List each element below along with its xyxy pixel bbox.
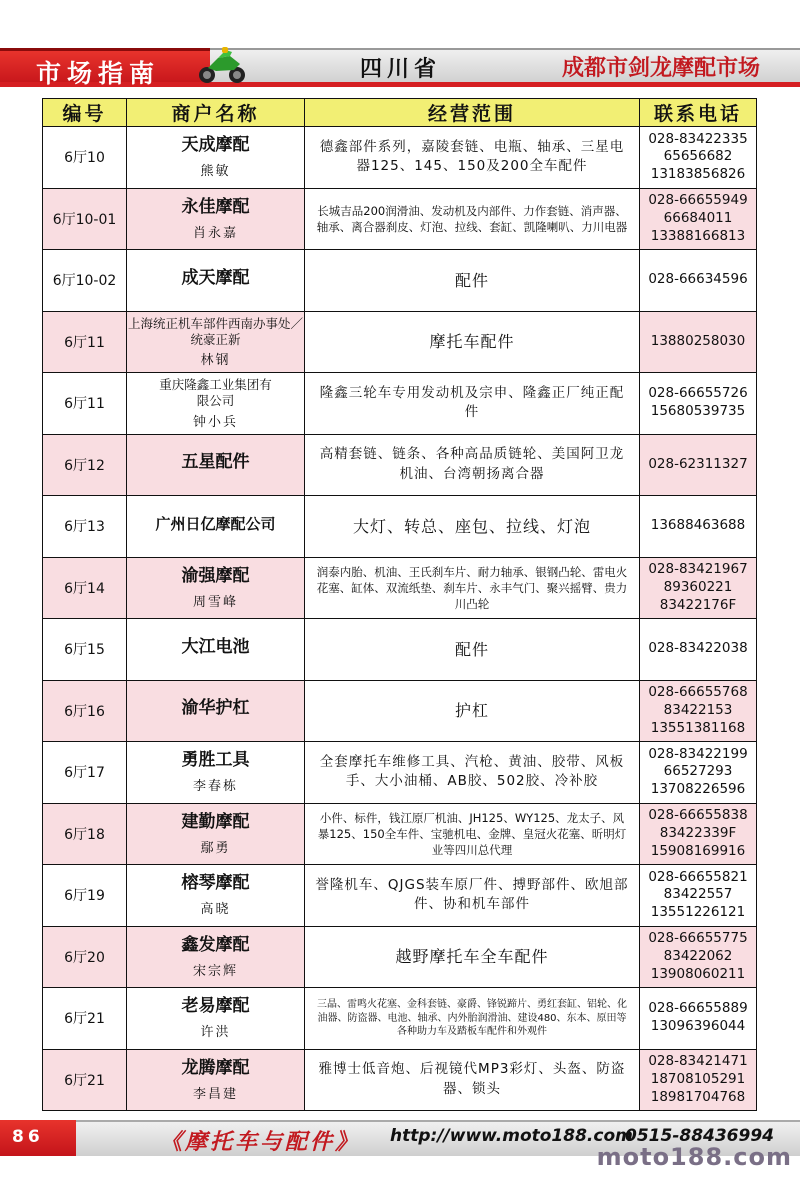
business-scope: 配件 bbox=[305, 250, 640, 312]
phone-number: 83422557 bbox=[663, 886, 733, 903]
watermark: moto188.com bbox=[596, 1143, 792, 1171]
merchant-cell bbox=[127, 127, 305, 189]
phone-number: 83422176F bbox=[659, 596, 737, 613]
phone-number: 028-66655726 bbox=[648, 385, 748, 402]
business-scope: 配件 bbox=[305, 619, 640, 681]
table-row bbox=[43, 557, 757, 619]
market-name: 成都市剑龙摩配市场 bbox=[561, 56, 760, 81]
row-number: 6厅13 bbox=[43, 496, 127, 558]
contact-person: 林钢 bbox=[200, 353, 231, 368]
merchant-cell bbox=[127, 988, 305, 1050]
merchant-name: 永佳摩配 bbox=[181, 196, 250, 217]
row-number: 6厅10 bbox=[43, 127, 127, 189]
contact-person: 李春栋 bbox=[192, 779, 238, 795]
row-number: 6厅17 bbox=[43, 742, 127, 804]
merchant-cell bbox=[127, 434, 305, 496]
row-number: 6厅21 bbox=[43, 1049, 127, 1111]
merchant-cell bbox=[127, 250, 305, 312]
phone-cell bbox=[640, 1049, 757, 1111]
row-number: 6厅18 bbox=[43, 803, 127, 865]
business-scope: 小件、标件，钱江原厂机油、JH125、WY125、龙太子、风暴125、150全车件、宝驰机电、金牌、皇冠火花塞、昕明灯业等四川总代理 bbox=[305, 803, 640, 865]
merchant-cell bbox=[127, 496, 305, 558]
contact-person: 熊敏 bbox=[200, 164, 231, 180]
contact-person: 高晓 bbox=[200, 902, 231, 918]
row-number: 6厅21 bbox=[43, 988, 127, 1050]
phone-cell bbox=[640, 742, 757, 804]
business-scope: 德鑫部件系列，嘉陵套链、电瓶、轴承、三星电器125、145、150及200全车配件 bbox=[305, 127, 640, 189]
merchant-name: 重庆隆鑫工业集团有限公司 bbox=[159, 377, 272, 409]
phone-number: 028-83422199 bbox=[648, 745, 748, 762]
province-label: 四川省 bbox=[360, 56, 442, 82]
merchant-cell bbox=[127, 557, 305, 619]
phone-cell bbox=[640, 188, 757, 250]
phone-number: 13551226121 bbox=[650, 904, 746, 921]
phone-number: 15908169916 bbox=[650, 842, 746, 859]
phone-number: 15680539735 bbox=[650, 403, 746, 420]
phone-number: 028-83422038 bbox=[648, 640, 748, 657]
business-scope: 全套摩托车维修工具、汽枪、黄油、胶带、风板手、大小油桶、AB胶、502胶、冷补胶 bbox=[305, 742, 640, 804]
phone-number: 13551381168 bbox=[650, 719, 746, 736]
business-scope: 润泰内胎、机油、王氏刹车片、耐力轴承、银钢凸轮、雷电火花塞、缸体、双流纸垫、刹车片、永丰气门、聚兴摇臂、贵力川凸轮 bbox=[305, 557, 640, 619]
merchant-cell bbox=[127, 1049, 305, 1111]
business-scope: 雅博士低音炮、后视镜代MP3彩灯、头盔、防盗器、锁头 bbox=[305, 1049, 640, 1111]
phone-number: 13183856826 bbox=[650, 166, 746, 183]
merchant-cell bbox=[127, 311, 305, 373]
col-header-scope: 经营范围 bbox=[305, 99, 640, 127]
phone-number: 028-66655889 bbox=[648, 1000, 748, 1017]
phone-number: 66684011 bbox=[663, 209, 733, 226]
merchant-name: 上海统正机车部件西南办事处／统豪正新 bbox=[127, 315, 303, 347]
motorcycle-icon bbox=[196, 44, 248, 86]
merchant-cell bbox=[127, 680, 305, 742]
merchant-name: 榕琴摩配 bbox=[181, 873, 250, 894]
phone-number: 028-83421967 bbox=[648, 561, 748, 578]
col-header-merchant: 商户名称 bbox=[127, 99, 305, 127]
row-number: 6厅10-01 bbox=[43, 188, 127, 250]
phone-number: 028-66655838 bbox=[648, 807, 748, 824]
merchant-name: 广州日亿摩配公司 bbox=[155, 514, 276, 533]
contact-person: 周雪峰 bbox=[192, 594, 238, 610]
business-scope: 三晶、雷鸣火花塞、金科套链、豪爵、锋锐蹄片、勇红套缸、铝轮、化油器、防盗器、电池、轴承、内外胎润滑油、建设480、东本、原田等各种助力车及踏板车配件和外观件 bbox=[305, 988, 640, 1050]
phone-number: 66527293 bbox=[663, 763, 733, 780]
merchant-table-wrapper bbox=[42, 98, 756, 1111]
contact-person: 鄢勇 bbox=[200, 840, 231, 856]
merchant-cell bbox=[127, 865, 305, 927]
business-scope: 誉隆机车、QJGS装车原厂件、搏野部件、欧旭部件、协和机车部件 bbox=[305, 865, 640, 927]
phone-cell bbox=[640, 680, 757, 742]
merchant-name: 渝华护杠 bbox=[181, 698, 250, 719]
phone-cell bbox=[640, 619, 757, 681]
phone-cell bbox=[640, 311, 757, 373]
merchant-name: 天成摩配 bbox=[181, 135, 250, 156]
phone-cell bbox=[640, 988, 757, 1050]
col-header-phone: 联系电话 bbox=[640, 99, 757, 127]
footer-phone: 0515-88436994 bbox=[625, 1126, 774, 1146]
row-number: 6厅12 bbox=[43, 434, 127, 496]
phone-number: 13096396044 bbox=[650, 1018, 746, 1035]
phone-number: 028-66655821 bbox=[648, 868, 748, 885]
merchant-name: 建勤摩配 bbox=[181, 811, 250, 832]
page-header bbox=[0, 0, 800, 92]
merchant-name: 五星配件 bbox=[181, 452, 250, 473]
merchant-name: 老易摩配 bbox=[181, 996, 250, 1017]
merchant-cell bbox=[127, 188, 305, 250]
business-scope: 高精套链、链条、各种高品质链轮、美国阿卫龙机油、台湾朝扬离合器 bbox=[305, 434, 640, 496]
row-number: 6厅11 bbox=[43, 373, 127, 435]
row-number: 6厅10-02 bbox=[43, 250, 127, 312]
row-number: 6厅19 bbox=[43, 865, 127, 927]
table-row bbox=[43, 434, 757, 496]
phone-cell bbox=[640, 926, 757, 988]
website-url[interactable]: http://www.moto188.com bbox=[390, 1126, 633, 1146]
table-row bbox=[43, 619, 757, 681]
table-row bbox=[43, 496, 757, 558]
table-row bbox=[43, 803, 757, 865]
phone-number: 13880258030 bbox=[650, 332, 746, 349]
table-row bbox=[43, 188, 757, 250]
merchant-name: 渝强摩配 bbox=[181, 565, 250, 586]
contact-person: 李昌建 bbox=[192, 1086, 238, 1102]
merchant-cell bbox=[127, 619, 305, 681]
phone-number: 83422062 bbox=[663, 947, 733, 964]
phone-number: 028-66655949 bbox=[648, 192, 748, 209]
merchant-cell bbox=[127, 742, 305, 804]
table-row bbox=[43, 127, 757, 189]
table-row bbox=[43, 988, 757, 1050]
merchant-cell bbox=[127, 926, 305, 988]
row-number: 6厅20 bbox=[43, 926, 127, 988]
phone-cell bbox=[640, 865, 757, 927]
merchant-name: 成天摩配 bbox=[181, 267, 250, 288]
table-row bbox=[43, 865, 757, 927]
phone-number: 028-66655775 bbox=[648, 930, 748, 947]
row-number: 6厅15 bbox=[43, 619, 127, 681]
merchant-name: 龙腾摩配 bbox=[181, 1057, 250, 1078]
merchant-name: 鑫发摩配 bbox=[181, 934, 250, 955]
merchant-table bbox=[42, 98, 757, 1111]
contact-person: 钟小兵 bbox=[192, 414, 238, 430]
business-scope: 大灯、转总、座包、拉线、灯泡 bbox=[305, 496, 640, 558]
phone-number: 13388166813 bbox=[650, 227, 746, 244]
phone-number: 028-62311327 bbox=[648, 455, 748, 472]
phone-cell bbox=[640, 127, 757, 189]
magazine-title: 《摩托车与配件》 bbox=[160, 1130, 361, 1155]
phone-cell bbox=[640, 803, 757, 865]
phone-cell bbox=[640, 434, 757, 496]
phone-cell bbox=[640, 250, 757, 312]
table-row bbox=[43, 311, 757, 373]
page-number: 86 bbox=[12, 1127, 44, 1147]
phone-number: 028-83422335 bbox=[648, 130, 748, 147]
row-number: 6厅14 bbox=[43, 557, 127, 619]
phone-number: 83422153 bbox=[663, 701, 733, 718]
business-scope: 摩托车配件 bbox=[305, 311, 640, 373]
contact-person: 宋宗辉 bbox=[192, 963, 238, 979]
contact-person: 肖永嘉 bbox=[192, 225, 238, 241]
row-number: 6厅11 bbox=[43, 311, 127, 373]
business-scope: 隆鑫三轮车专用发动机及宗申、隆鑫正厂纯正配件 bbox=[305, 373, 640, 435]
phone-cell bbox=[640, 496, 757, 558]
table-row bbox=[43, 373, 757, 435]
phone-number: 89360221 bbox=[663, 578, 733, 595]
phone-number: 028-66634596 bbox=[648, 271, 748, 288]
phone-number: 18981704768 bbox=[650, 1088, 746, 1105]
business-scope: 越野摩托车全车配件 bbox=[305, 926, 640, 988]
merchant-name: 勇胜工具 bbox=[181, 750, 250, 771]
merchant-name: 大江电池 bbox=[181, 636, 250, 657]
section-title: 市场指南 bbox=[36, 59, 161, 88]
merchant-cell bbox=[127, 373, 305, 435]
phone-number: 028-66655768 bbox=[648, 684, 748, 701]
phone-cell bbox=[640, 557, 757, 619]
row-number: 6厅16 bbox=[43, 680, 127, 742]
phone-cell bbox=[640, 373, 757, 435]
table-row bbox=[43, 926, 757, 988]
business-scope: 长城吉品200润滑油、发动机及内部件、力作套链、消声器、轴承、离合器刹皮、灯泡、拉线、套缸、凯隆喇叭、力川电器 bbox=[305, 188, 640, 250]
table-header-row bbox=[43, 99, 757, 127]
table-row bbox=[43, 250, 757, 312]
phone-number: 13908060211 bbox=[650, 965, 746, 982]
merchant-cell bbox=[127, 803, 305, 865]
phone-number: 65656682 bbox=[663, 148, 733, 165]
contact-person: 许洪 bbox=[200, 1025, 231, 1041]
col-header-number: 编号 bbox=[43, 99, 127, 127]
table-row bbox=[43, 680, 757, 742]
table-row bbox=[43, 742, 757, 804]
table-row bbox=[43, 1049, 757, 1111]
phone-number: 028-83421471 bbox=[648, 1053, 748, 1070]
business-scope: 护杠 bbox=[305, 680, 640, 742]
phone-number: 83422339F bbox=[659, 824, 737, 841]
phone-number: 13688463688 bbox=[650, 517, 746, 534]
phone-number: 18708105291 bbox=[650, 1070, 746, 1087]
phone-number: 13708226596 bbox=[650, 781, 746, 798]
